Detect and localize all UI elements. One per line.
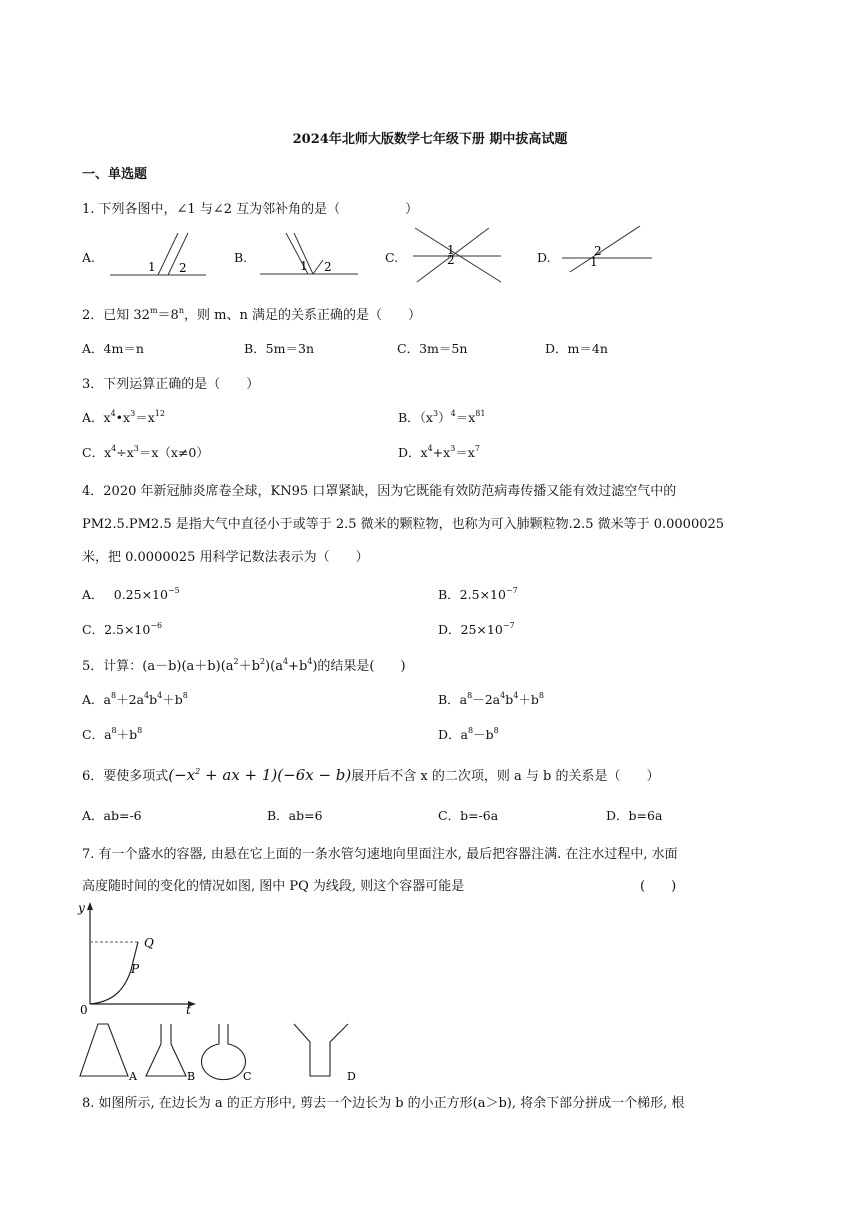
exam-title: 2024年北师大版数学七年级下册 期中拔高试题 xyxy=(292,132,568,147)
question-4-line-1: 4．2020 年新冠肺炎席卷全球，KN95 口罩紧缺，因为它既能有效防范病毒传播又能有效过滤空气中的 xyxy=(82,484,677,499)
q1-option-b-label: B. xyxy=(234,250,248,265)
angle-1-label: 1 xyxy=(447,243,455,257)
q3-option-d: D．$x^4+x^3=x^7$ xyxy=(398,444,480,460)
q1-option-d-label: D. xyxy=(537,250,551,265)
angle-2-label: 2 xyxy=(447,253,455,267)
y-axis-label: y xyxy=(78,901,85,915)
section-heading: 一、单选题 xyxy=(82,167,148,182)
container-d xyxy=(294,1024,348,1076)
q2-option-b: B．5m＝3n xyxy=(244,341,314,356)
q3-option-b: B．$(x^3)^4=x^{81}$ xyxy=(398,409,486,425)
q5-option-c: C．$a^8+b^8$ xyxy=(82,726,143,742)
question-8-line-1: 8. 如图所示, 在边长为 a 的正方形中, 剪去一个边长为 b 的小正方形(a＞b), 将余下部分拼成一个梯形, 根 xyxy=(82,1096,685,1111)
q6-option-c: C．b=-6a xyxy=(438,808,499,823)
container-d-label: D xyxy=(347,1070,356,1083)
q2-option-d: D．m＝4n xyxy=(545,341,608,356)
q5-option-b: B．$a^8-2a^4b^4+b^8$ xyxy=(438,691,544,707)
q7-height-time-graph xyxy=(76,900,206,1015)
question-7-answer-paren: ( ) xyxy=(640,879,677,894)
question-3-stem: 3．下列运算正确的是（ ） xyxy=(82,377,260,392)
question-1-stem: 1. 下列各图中，∠1 与∠2 互为邻补角的是（ ） xyxy=(82,202,419,217)
container-a-label: A xyxy=(129,1070,137,1083)
q5-option-a: A．$a^8+2a^4b^4+b^8$ xyxy=(82,691,188,707)
question-4-line-2: PM2.5.PM2.5 是指大气中直径小于或等于 2.5 微米的颗粒物，也称为可入肺颗粒物.2.5 微米等于 0.0000025 xyxy=(82,517,725,532)
q3-option-a: A．$x^4•x^3=x^{12}$ xyxy=(82,409,165,425)
point-p-label: P xyxy=(131,962,140,976)
q6-option-d: D．b=6a xyxy=(606,808,663,823)
q6-option-b: B．ab=6 xyxy=(267,808,323,823)
q4-option-c: C．$2.5\times 10^{-6}$ xyxy=(82,621,163,637)
q2-option-c: C．3m＝5n xyxy=(397,341,468,356)
q7-containers xyxy=(78,1020,378,1082)
angle-2-label: 2 xyxy=(179,261,187,275)
question-7-line-2: 高度随时间的变化的情况如图, 图中 PQ 为线段, 则这个容器可能是 xyxy=(82,879,465,894)
q6-option-a: A．ab=-6 xyxy=(82,808,142,823)
question-4-line-3: 米，把 0.0000025 用科学记数法表示为（ ） xyxy=(82,550,369,565)
question-7-line-1: 7. 有一个盛水的容器, 由悬在它上面的一条水管匀速地向里面注水, 最后把容器注满. 在注水过程中, 水面 xyxy=(82,847,678,862)
q2-option-a: A．4m＝n xyxy=(82,341,144,356)
container-c-label: C xyxy=(243,1070,252,1083)
question-6-stem: 6．要使多项式($-x^2$ + ax + 1)(−6x − b)展开后不含 x 的二次项，则 a 与 b 的关系是（ ） xyxy=(82,766,660,784)
q1-figure-d xyxy=(560,224,660,274)
question-2-stem: 2．已知 $32^m=8^n$，则 m、n 满足的关系正确的是（ ） xyxy=(82,306,421,323)
q4-option-b: B．$2.5\times 10^{-7}$ xyxy=(438,586,518,602)
container-b xyxy=(146,1024,186,1076)
angle-1-label: 1 xyxy=(148,260,156,274)
container-b-label: B xyxy=(187,1070,196,1083)
question-5-stem: 5．计算：$(a-b)(a+b)(a^2+b^2)(a^4+b^4)$的结果是( ) xyxy=(82,657,406,674)
q6-expression: ($-x^2$ + ax + 1)(−6x − b) xyxy=(168,766,352,784)
container-a xyxy=(80,1024,128,1076)
q3-option-c: C．$x^4\div x^3=x(x\ne 0)$ xyxy=(82,444,209,460)
q4-option-d: D．$25\times 10^{-7}$ xyxy=(438,621,515,637)
q1-option-c-label: C. xyxy=(385,250,399,265)
angle-2-label: 2 xyxy=(324,260,332,274)
point-q-label: Q xyxy=(144,936,154,950)
q4-option-a: A． $0.25\times 10^{-5}$ xyxy=(82,586,180,602)
container-c xyxy=(202,1024,246,1080)
angle-1-label: 1 xyxy=(590,255,598,269)
angle-1-label: 1 xyxy=(300,259,308,273)
angle-2-label: 2 xyxy=(594,244,602,258)
q5-option-d: D．$a^8-b^8$ xyxy=(438,726,499,742)
q1-figure-b xyxy=(258,230,358,280)
x-axis-label: t xyxy=(186,1003,191,1017)
q1-figure-a xyxy=(108,230,208,280)
origin-label: 0 xyxy=(80,1003,88,1017)
y-axis-arrow xyxy=(87,902,93,910)
q1-option-a-label: A. xyxy=(82,250,96,265)
q1-figure-c xyxy=(405,224,505,284)
